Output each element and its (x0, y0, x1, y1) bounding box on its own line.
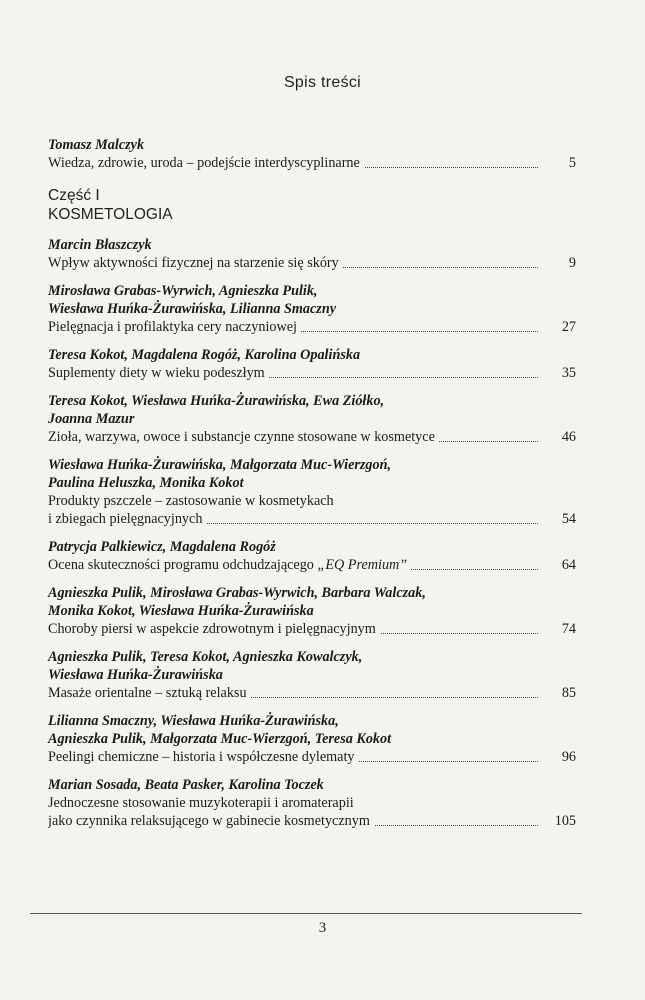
entry-title-italic: „EQ Premium” (317, 557, 408, 573)
entry-authors: Wiesława Huńka-Żurawińska, Małgorzata Muc-Wierzgoń, (48, 457, 392, 473)
entry-authors: Paulina Heluszka, Monika Kokot (48, 475, 244, 491)
entry-page-number: 35 (542, 364, 576, 382)
entry-title-line (48, 812, 576, 830)
entry-authors: Agnieszka Pulik, Teresa Kokot, Agnieszka Kowalczyk, (48, 649, 363, 665)
entry-title: jako czynnika relaksującego w gabinecie kosmetycznym (48, 813, 374, 829)
toc-entry (48, 648, 576, 702)
entry-page-number: 85 (542, 684, 576, 702)
entry-page-number: 96 (542, 748, 576, 766)
entry-title (48, 557, 411, 573)
entry-title-line (48, 684, 576, 702)
entry-authors: Joanna Mazur (48, 411, 135, 427)
toc-entry (48, 282, 576, 336)
entry-title: Pielęgnacja i profilaktyka cery naczyniowej (48, 319, 301, 335)
page-title: Spis treści (283, 74, 362, 91)
entry-title-line (48, 492, 576, 510)
entry-title: Zioła, warzywa, owoce i substancje czynne stosowane w kosmetyce (48, 429, 439, 445)
entry-authors: Lilianna Smaczny, Wiesława Huńka-Żurawińska, (48, 713, 339, 729)
toc-entry (48, 712, 576, 766)
entry-page-number: 105 (542, 812, 576, 830)
entry-title: Jednoczesne stosowanie muzykoterapii i aromaterapii (48, 795, 358, 811)
entry-authors: Tomasz Malczyk (48, 137, 145, 153)
entry-page-number: 46 (542, 428, 576, 446)
toc-entry-intro (48, 136, 576, 172)
toc-entry (48, 392, 576, 446)
entry-title: Wiedza, zdrowie, uroda – podejście interdyscyplinarne (48, 155, 364, 171)
part-label: Część I (48, 187, 100, 204)
entry-title-line (48, 510, 576, 528)
entry-authors: Monika Kokot, Wiesława Huńka-Żurawińska (48, 603, 314, 619)
entry-authors: Teresa Kokot, Magdalena Rogóż, Karolina Opalińska (48, 347, 361, 363)
entry-title-line (48, 428, 576, 446)
entry-title-line (48, 794, 576, 812)
entry-title-prefix: Ocena skuteczności programu odchudzającego (48, 557, 318, 573)
entry-authors: Agnieszka Pulik, Małgorzata Muc-Wierzgoń, Teresa Kokot (48, 731, 392, 747)
part-heading (48, 186, 576, 224)
entry-authors: Wiesława Huńka-Żurawińska (48, 667, 223, 683)
entry-title: i zbiegach pielęgnacyjnych (48, 511, 206, 527)
toc-entry (48, 456, 576, 528)
entry-authors: Marcin Błaszczyk (48, 237, 152, 253)
footer-rule (30, 913, 582, 914)
entry-title-line (48, 620, 576, 638)
entry-authors: Wiesława Huńka-Żurawińska, Lilianna Smaczny (48, 301, 337, 317)
entry-title: Produkty pszczele – zastosowanie w kosmetykach (48, 493, 338, 509)
entry-title-line (48, 364, 576, 382)
entry-page-number: 27 (542, 318, 576, 336)
toc-entry (48, 346, 576, 382)
entry-title-line (48, 556, 576, 574)
entry-title: Suplementy diety w wieku podeszłym (48, 365, 269, 381)
toc-entry (48, 776, 576, 830)
entry-title: Choroby piersi w aspekcie zdrowotnym i pielęgnacyjnym (48, 621, 380, 637)
entry-title: Masaże orientalne – sztuką relaksu (48, 685, 251, 701)
entry-title-line (48, 318, 576, 336)
toc-entry (48, 538, 576, 574)
entry-page-number: 64 (542, 556, 576, 574)
toc-entries (48, 236, 576, 830)
entry-authors: Patrycja Palkiewicz, Magdalena Rogóż (48, 539, 276, 555)
table-of-contents (48, 136, 576, 840)
page-number: 3 (318, 920, 327, 936)
entry-authors: Teresa Kokot, Wiesława Huńka-Żurawińska, Ewa Ziółko, (48, 393, 385, 409)
entry-page-number: 74 (542, 620, 576, 638)
entry-authors: Agnieszka Pulik, Mirosława Grabas-Wyrwich, Barbara Walczak, (48, 585, 426, 601)
toc-entry (48, 236, 576, 272)
entry-page-number: 5 (542, 154, 576, 172)
entry-title-line (48, 154, 576, 172)
entry-authors: Mirosława Grabas-Wyrwich, Agnieszka Pulik, (48, 283, 318, 299)
entry-title-line (48, 748, 576, 766)
entry-page-number: 54 (542, 510, 576, 528)
part-name: KOSMETOLOGIA (48, 206, 173, 223)
toc-entry (48, 584, 576, 638)
entry-authors: Marian Sosada, Beata Pasker, Karolina Toczek (48, 777, 324, 793)
entry-page-number: 9 (542, 254, 576, 272)
entry-title: Wpływ aktywności fizycznej na starzenie się skóry (48, 255, 343, 271)
entry-title: Peelingi chemiczne – historia i współczesne dylematy (48, 749, 359, 765)
entry-title-line (48, 254, 576, 272)
